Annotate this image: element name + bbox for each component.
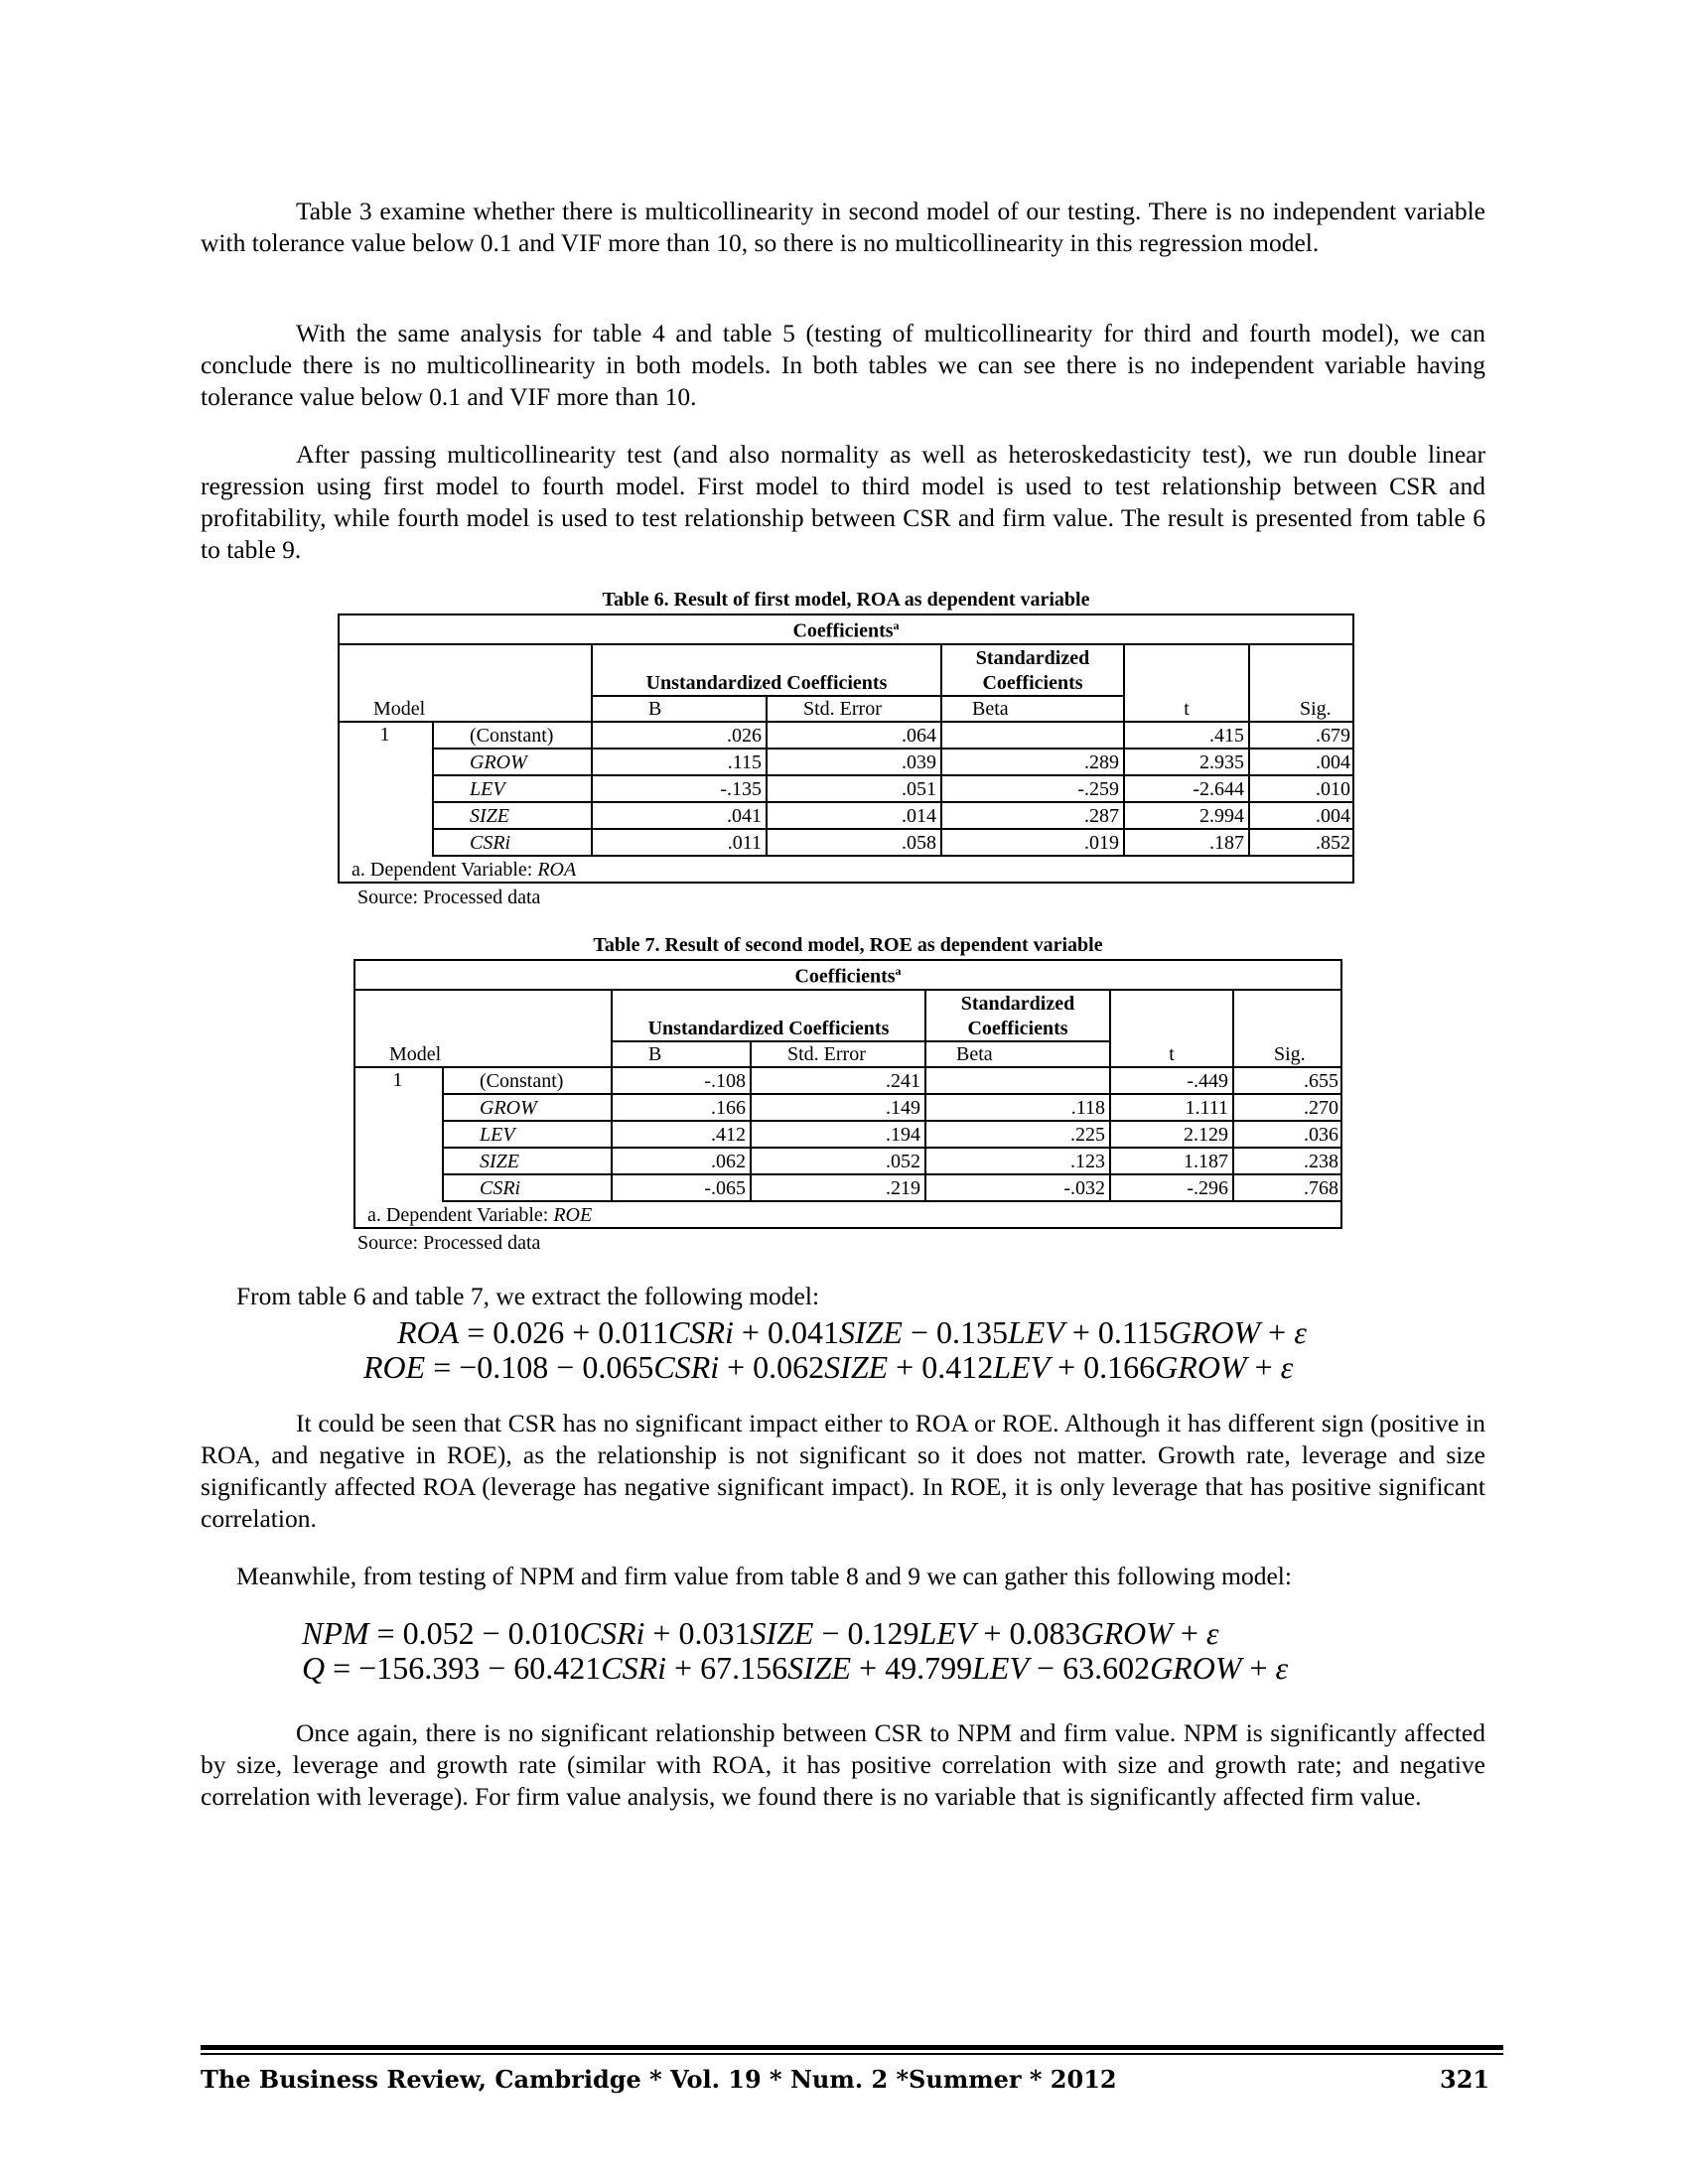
table6-sig: .679 [1249,722,1354,749]
table6-beta [941,722,1124,749]
equation-roe: ROE = −0.108 − 0.065CSRi + 0.062SIZE + 0.412LEV + 0.166GROW + ε [363,1349,1294,1385]
table6-sig: .852 [1249,829,1354,856]
table6-var: SIZE [433,802,592,829]
footer-journal: The Business Review, Cambridge * Vol. 19 * Num. 2 *Summer * 2012 [201,2065,1117,2094]
table7-se: .219 [751,1174,925,1201]
table-row [338,722,1354,749]
table7-t: -.449 [1110,1067,1233,1094]
footer-rule-thin [201,2053,1503,2055]
table6-b: .011 [592,829,767,856]
table7-beta: .225 [925,1121,1110,1148]
table6-t: -2.644 [1124,775,1249,802]
table6-t: .415 [1124,722,1249,749]
table6-sig: .004 [1249,749,1354,775]
table7-header-t: t [1110,1041,1233,1067]
table6-beta: -.259 [941,775,1124,802]
table-row [353,1121,1342,1148]
table7-t: 1.111 [1110,1094,1233,1121]
table7-beta [925,1067,1110,1094]
table6-var: LEV [433,775,592,802]
table6-model-number: 1 [379,723,390,746]
table6-b: -.135 [592,775,767,802]
paragraph-npm-lead: Meanwhile, from testing of NPM and firm value from table 8 and 9 we can gather this following model: [236,1562,1292,1590]
table7-model-number: 1 [392,1068,403,1091]
table6-t: .187 [1124,829,1249,856]
table6-header-unstandardized: Unstandardized Coefficients [645,671,888,694]
table6-header-t: t [1124,696,1249,722]
table7-header-standardized-1: Standardized [925,990,1110,1016]
table7-sig: .270 [1233,1094,1342,1121]
equation-q: Q = −156.393 − 60.421CSRi + 67.156SIZE + 49.799LEV − 63.602GROW + ε [302,1650,1289,1686]
paragraph-extract-lead: From table 6 and table 7, we extract the following model: [236,1282,820,1310]
table-row [353,1148,1342,1174]
table6-header-standardized-1: Standardized [941,644,1124,670]
table6-se: .039 [767,749,941,775]
table7-source: Source: Processed data [357,1232,541,1254]
paragraph-multicollinearity-table4-5: With the same analysis for table 4 and table 5 (testing of multicollinearity for third and fourth model), we can conclude there is no multicollinearity in both models. In both tables we can see there is no independent variable having tolerance value below 0.1 and VIF more than 10. [201,319,1485,411]
table6-header-model: Model [338,696,592,722]
table7-b: -.065 [612,1174,751,1201]
table6-se: .014 [767,802,941,829]
table6-title: Coefficients$^a$ [338,614,1354,644]
footer-page-number: 321 [1440,2065,1490,2094]
table7-sig: .655 [1233,1067,1342,1094]
table6-se: .051 [767,775,941,802]
table6-header-stderr: Std. Error [767,696,941,722]
table6-se: .064 [767,722,941,749]
table6-b: .026 [592,722,767,749]
table7-header-model: Model [353,1041,612,1067]
table6-header-standardized-2: Coefficients [941,670,1124,696]
table6-sig: .010 [1249,775,1354,802]
table7-se: .194 [751,1121,925,1148]
table7-t: 1.187 [1110,1148,1233,1174]
table6-se: .058 [767,829,941,856]
table7-header-b: B [612,1041,751,1067]
table7-sig: .768 [1233,1174,1342,1201]
table7-title: Coefficients$^a$ [353,959,1342,990]
paragraph-csr-npm-firm-value: Once again, there is no significant relationship between CSR to NPM and firm value. NPM is significantly affected by size, leverage and growth rate (similar with ROA, it has positive correlation with size and growth rate; and negative correlation with leverage). For firm value analysis, we found there is no variable that is significantly affected firm value. [201,1718,1485,1811]
table6-beta: .019 [941,829,1124,856]
table7-var: LEV [443,1121,612,1148]
paragraph-csr-roa-roe: It could be seen that CSR has no significant impact either to ROA or ROE. Although it has different sign (positive in ROA, and negative in ROE), as the relationship is not significant so it does not matter. Growth rate, leverage and size significantly affected ROA (leverage has negative significant impact). In ROE, it is only leverage that has positive significant correlation. [201,1409,1485,1533]
table7-header-standardized-2: Coefficients [925,1016,1110,1041]
table7-header-sig: Sig. [1233,1041,1342,1067]
table7-beta: .118 [925,1094,1110,1121]
table7-sig: .238 [1233,1148,1342,1174]
table7-b: -.108 [612,1067,751,1094]
table7-footnote: a. Dependent Variable: ROE [367,1203,593,1226]
table7-beta: -.032 [925,1174,1110,1201]
paragraph-regression-intro: After passing multicollinearity test (and also normality as well as heteroskedasticity test), we run double linear regression using first model to fourth model. First model to third model is used to test relationship between CSR and profitability, while fourth model is used to test relationship between CSR and firm value. The result is presented from table 6 to table 9. [201,440,1485,564]
table6-beta: .289 [941,749,1124,775]
paragraph-multicollinearity-table3: Table 3 examine whether there is multicollinearity in second model of our testing. There is no independent variable with tolerance value below 0.1 and VIF more than 10, so there is no multicollinearity in this regression model. [201,197,1485,257]
table-row [338,749,1354,775]
table7-header-beta: Beta [925,1041,1110,1067]
table6-b: .115 [592,749,767,775]
table7-sig: .036 [1233,1121,1342,1148]
table7-t: -.296 [1110,1174,1233,1201]
footer-rule-thick [201,2045,1503,2050]
table6-var: CSRi [433,829,592,856]
table-row [338,829,1354,856]
table6-header-sig: Sig. [1249,696,1354,722]
table6-t: 2.994 [1124,802,1249,829]
table-row [353,1067,1342,1094]
table7-var: (Constant) [443,1067,612,1094]
table6 [338,614,1354,882]
table7-beta: .123 [925,1148,1110,1174]
table7-b: .062 [612,1148,751,1174]
table6-var: (Constant) [433,722,592,749]
table7-se: .052 [751,1148,925,1174]
table6-beta: .287 [941,802,1124,829]
table6-sig: .004 [1249,802,1354,829]
table7-b: .166 [612,1094,751,1121]
table7-header-stderr: Std. Error [751,1041,925,1067]
table7-var: CSRi [443,1174,612,1201]
table7-caption: Table 7. Result of second model, ROE as dependent variable [593,934,1103,956]
table6-header-b: B [592,696,767,722]
table7 [353,959,1342,1227]
table6-t: 2.935 [1124,749,1249,775]
table6-header-beta: Beta [941,696,1124,722]
table-row [353,1094,1342,1121]
table6-var: GROW [433,749,592,775]
table7-se: .149 [751,1094,925,1121]
table7-t: 2.129 [1110,1121,1233,1148]
equation-npm: NPM = 0.052 − 0.010CSRi + 0.031SIZE − 0.129LEV + 0.083GROW + ε [302,1615,1219,1651]
table-row [353,1174,1342,1201]
equation-roa: ROA = 0.026 + 0.011CSRi + 0.041SIZE − 0.135LEV + 0.115GROW + ε [397,1314,1307,1350]
table-row [338,802,1354,829]
table6-caption: Table 6. Result of first model, ROA as dependent variable [602,589,1090,611]
table7-se: .241 [751,1067,925,1094]
table7-b: .412 [612,1121,751,1148]
table6-source: Source: Processed data [357,887,541,908]
table7-var: SIZE [443,1148,612,1174]
table7-var: GROW [443,1094,612,1121]
table6-footnote: a. Dependent Variable: ROA [352,858,577,881]
table-row [338,775,1354,802]
table6-b: .041 [592,802,767,829]
table7-header-unstandardized: Unstandardized Coefficients [647,1017,890,1039]
